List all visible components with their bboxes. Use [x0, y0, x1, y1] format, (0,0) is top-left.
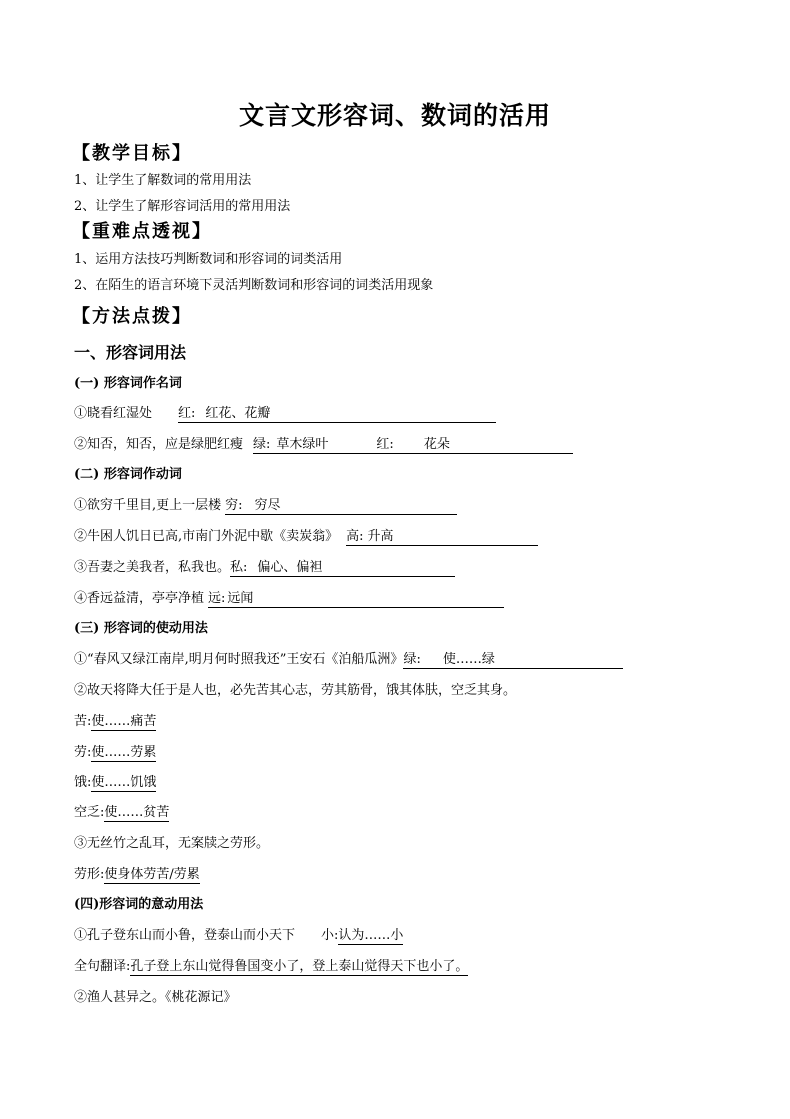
example-line: [74, 497, 457, 515]
example-line: [74, 927, 403, 945]
answer-key: 远:: [208, 591, 226, 606]
answer-key: 绿:: [253, 437, 271, 452]
gloss-line: [74, 804, 169, 822]
answer-key: 高:: [346, 529, 364, 544]
gloss-answer: 使……劳累: [91, 745, 157, 760]
example-line: [74, 405, 496, 423]
gloss-word: 苦:: [74, 714, 92, 729]
gloss-answer: 使……饥饿: [91, 775, 157, 790]
answer-key: 私:: [230, 560, 248, 575]
method-heading: 【方法点拨】: [72, 306, 192, 327]
example-text: ②牛困人饥日已高,市南门外泥中歇《卖炭翁》: [74, 529, 339, 544]
answer-blank: [253, 437, 573, 454]
answer-key: 穷:: [225, 498, 243, 513]
gloss-word: 饿:: [74, 775, 92, 790]
example-line: [74, 559, 455, 577]
difficulty-heading: 【重难点透视】: [72, 221, 212, 242]
example-text: ①晓看红湿处: [74, 406, 153, 421]
answer-text: 认为……小: [338, 928, 404, 943]
gloss-word: 空乏:: [74, 805, 105, 820]
section-adjective-usage: 一、形容词用法: [74, 343, 187, 362]
difficulty-item-2: 2、在陌生的语言环境下灵活判断数词和形容词的词类活用现象: [74, 278, 434, 293]
answer-text: 升高: [367, 529, 394, 544]
answer-blank: [403, 652, 623, 669]
answer-text: 花朵: [423, 437, 450, 452]
answer-key: 红:: [376, 437, 394, 452]
example-line: [74, 528, 538, 546]
answer-blank: [230, 560, 455, 577]
page-title: 文言文形容词、数词的活用: [238, 101, 551, 130]
gloss-answer: 使……贫苦: [104, 805, 170, 820]
translation-label: 全句翻译:: [74, 959, 131, 974]
gloss-answer: 使身体劳苦/劳累: [104, 867, 200, 882]
example-text: ③无丝竹之乱耳，无案牍之劳形。: [74, 836, 270, 851]
answer-key: 红:: [178, 406, 196, 421]
example-text: ④香远益清，亭亭净植: [74, 591, 205, 606]
answer-key: 小:: [321, 928, 339, 943]
answer-text: 红花、花瓣: [205, 406, 271, 421]
answer-blank: [208, 591, 504, 608]
answer-text: 远闻: [227, 591, 254, 606]
answer-blank: [346, 529, 538, 546]
answer-text: 偏心、偏袒: [257, 560, 323, 575]
translation-line: [74, 958, 468, 976]
goal-item-1: 1、让学生了解数词的常用用法: [74, 173, 252, 188]
gloss-word: 劳:: [74, 745, 92, 760]
example-text: ①欲穷千里目,更上一层楼: [74, 498, 222, 513]
sub-heading-3: (三) 形容词的使动用法: [74, 621, 208, 636]
example-text: ②知否，知否，应是绿肥红瘦: [74, 437, 244, 452]
answer-blank: [178, 406, 496, 423]
gloss-line: [74, 713, 156, 731]
answer-blank: [225, 498, 457, 515]
example-line: [74, 651, 623, 669]
example-text: ①孔子登东山而小鲁，登泰山而小天下: [74, 928, 296, 943]
sub-heading-1: (一) 形容词作名词: [74, 376, 182, 391]
sub-heading-2: (二) 形容词作动词: [74, 467, 182, 482]
example-line: [74, 436, 573, 454]
translation-text: 孔子登上东山觉得鲁国变小了，登上泰山觉得天下也小了。: [130, 959, 469, 974]
example-text: ③吾妻之美我者，私我也。: [74, 560, 231, 575]
gloss-line: [74, 774, 156, 792]
example-text: ②故天将降大任于是人也，必先苦其心志，劳其筋骨，饿其体肤，空乏其身。: [74, 683, 517, 698]
gloss-word: 劳形:: [74, 867, 105, 882]
answer-text: 使……绿: [442, 652, 495, 667]
sub-heading-4: (四)形容词的意动用法: [74, 897, 204, 912]
gloss-answer: 使……痛苦: [91, 714, 157, 729]
goals-heading: 【教学目标】: [72, 143, 192, 164]
example-line: [74, 590, 504, 608]
answer-key: 绿:: [403, 652, 421, 667]
gloss-line: [74, 744, 156, 762]
answer-text: 草木绿叶: [276, 437, 329, 452]
answer-text: 穷尽: [254, 498, 281, 513]
goal-item-2: 2、让学生了解形容词活用的常用用法: [74, 199, 291, 214]
example-text: ①“春风又绿江南岸,明月何时照我还”王安石《泊船瓜洲》: [74, 652, 404, 667]
gloss-line: [74, 866, 200, 884]
difficulty-item-1: 1、运用方法技巧判断数词和形容词的词类活用: [74, 252, 343, 267]
example-text: ②渔人甚异之。《桃花源记》: [74, 990, 237, 1005]
